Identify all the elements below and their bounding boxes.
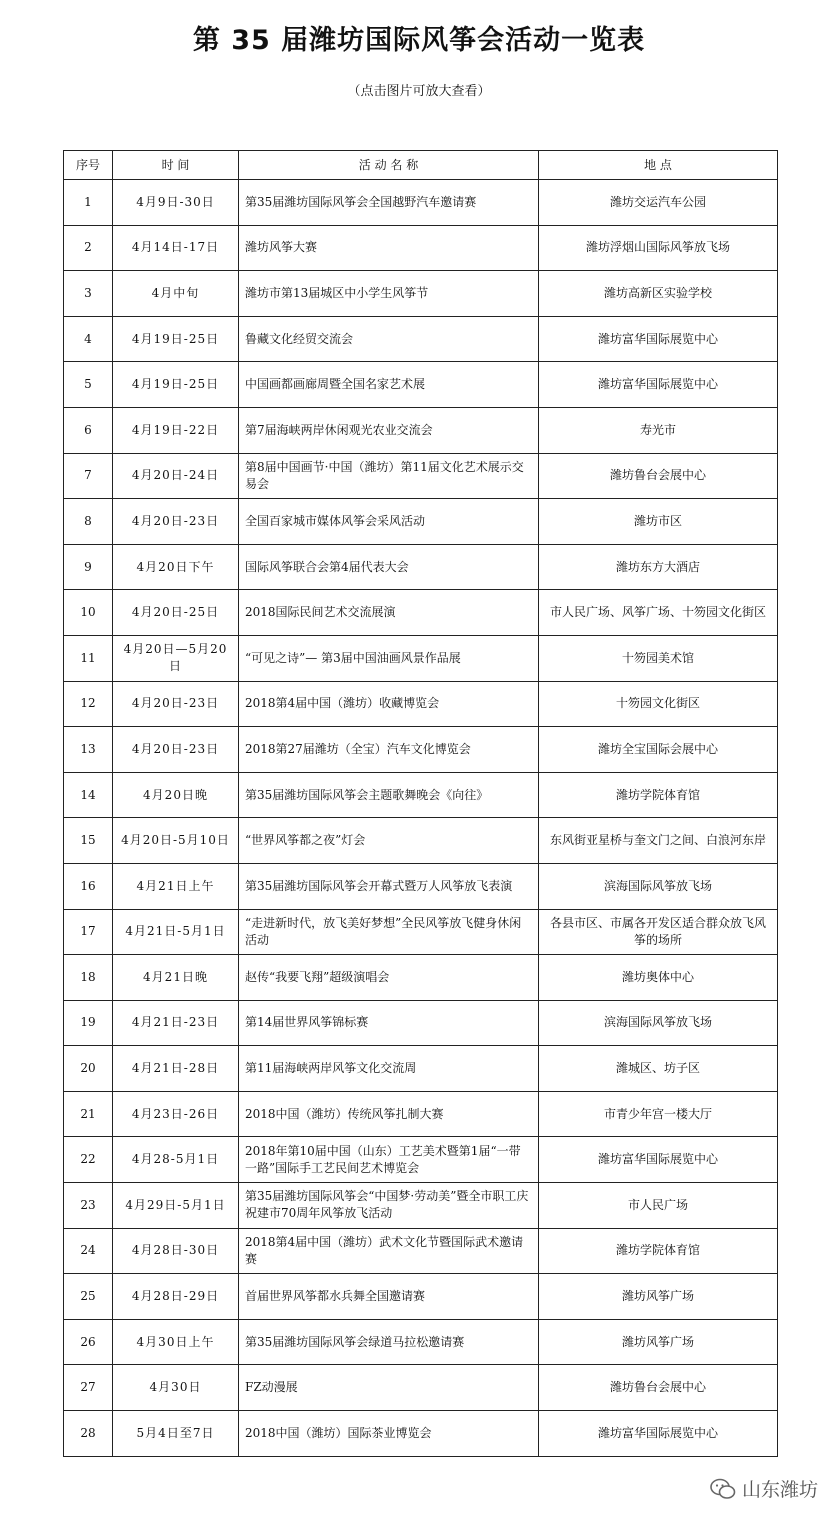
row-number: 17	[64, 909, 113, 955]
row-place: 市青少年宫一楼大厅	[539, 1091, 778, 1137]
row-time: 4月20日-24日	[113, 453, 239, 499]
row-activity: 潍坊风筝大赛	[239, 225, 539, 271]
header-no: 序号	[64, 151, 113, 180]
header-place: 地 点	[539, 151, 778, 180]
row-number: 1	[64, 180, 113, 226]
row-number: 27	[64, 1365, 113, 1411]
row-place: 潍坊富华国际展览中心	[539, 362, 778, 408]
row-time: 4月29日-5月1日	[113, 1183, 239, 1229]
table-row	[64, 316, 778, 362]
row-time: 4月20日—5月20日	[113, 635, 239, 681]
row-activity: 2018年第10届中国（山东）工艺美术暨第1届“一带一路”国际手工艺民间艺术博览会	[239, 1137, 539, 1183]
row-time: 4月19日-25日	[113, 362, 239, 408]
row-time: 4月20日-5月10日	[113, 818, 239, 864]
row-time: 4月19日-22日	[113, 407, 239, 453]
schedule-table	[63, 150, 778, 1457]
row-time: 4月14日-17日	[113, 225, 239, 271]
row-activity: “走进新时代，放飞美好梦想”全民风筝放飞健身休闲活动	[239, 909, 539, 955]
row-activity: 第35届潍坊国际风筝会开幕式暨万人风筝放飞表演	[239, 863, 539, 909]
row-number: 15	[64, 818, 113, 864]
table-row	[64, 1000, 778, 1046]
row-time: 4月30日上午	[113, 1319, 239, 1365]
row-activity: 首届世界风筝都水兵舞全国邀请赛	[239, 1274, 539, 1320]
row-place: 十笏园文化街区	[539, 681, 778, 727]
table-row	[64, 544, 778, 590]
row-place: 潍坊高新区实验学校	[539, 271, 778, 317]
row-place: 十笏园美术馆	[539, 635, 778, 681]
row-place: 潍坊富华国际展览中心	[539, 316, 778, 362]
row-place: 滨海国际风筝放飞场	[539, 863, 778, 909]
row-place: 潍坊富华国际展览中心	[539, 1137, 778, 1183]
row-place: 市人民广场	[539, 1183, 778, 1229]
row-number: 12	[64, 681, 113, 727]
table-row	[64, 818, 778, 864]
table-row	[64, 180, 778, 226]
table-row	[64, 362, 778, 408]
row-number: 11	[64, 635, 113, 681]
row-number: 3	[64, 271, 113, 317]
table-row	[64, 499, 778, 545]
row-activity: 第35届潍坊国际风筝会绿道马拉松邀请赛	[239, 1319, 539, 1365]
row-time: 4月21日上午	[113, 863, 239, 909]
row-place: 潍坊学院体育馆	[539, 1228, 778, 1274]
table-row	[64, 271, 778, 317]
row-activity: 全国百家城市媒体风筝会采风活动	[239, 499, 539, 545]
row-time: 4月中旬	[113, 271, 239, 317]
row-number: 22	[64, 1137, 113, 1183]
wechat-icon	[710, 1478, 736, 1500]
table-row	[64, 681, 778, 727]
row-time: 4月20日下午	[113, 544, 239, 590]
row-time: 4月28日-29日	[113, 1274, 239, 1320]
table-row	[64, 590, 778, 636]
row-place: 潍坊市区	[539, 499, 778, 545]
table-row	[64, 1319, 778, 1365]
watermark	[710, 1475, 818, 1502]
page-subtitle: （点击图片可放大查看）	[347, 84, 491, 99]
row-activity: “可见之诗”— 第3届中国油画风景作品展	[239, 635, 539, 681]
row-number: 18	[64, 955, 113, 1001]
table-row	[64, 1274, 778, 1320]
row-time: 4月21日-5月1日	[113, 909, 239, 955]
row-activity: 2018第27届潍坊（全宝）汽车文化博览会	[239, 727, 539, 773]
row-activity: 鲁藏文化经贸交流会	[239, 316, 539, 362]
row-time: 4月23日-26日	[113, 1091, 239, 1137]
table-row	[64, 1365, 778, 1411]
row-number: 9	[64, 544, 113, 590]
row-place: 潍坊浮烟山国际风筝放飞场	[539, 225, 778, 271]
row-activity: 2018国际民间艺术交流展演	[239, 590, 539, 636]
row-activity: 潍坊市第13届城区中小学生风筝节	[239, 271, 539, 317]
row-time: 4月21日-23日	[113, 1000, 239, 1046]
row-activity: 中国画都画廊周暨全国名家艺术展	[239, 362, 539, 408]
row-time: 4月28-5月1日	[113, 1137, 239, 1183]
row-activity: 第14届世界风筝锦标赛	[239, 1000, 539, 1046]
row-place: 滨海国际风筝放飞场	[539, 1000, 778, 1046]
row-activity: 第35届潍坊国际风筝会主题歌舞晚会《向往》	[239, 772, 539, 818]
table-header-row	[64, 151, 778, 180]
table-row	[64, 909, 778, 955]
row-time: 4月19日-25日	[113, 316, 239, 362]
table-row	[64, 1183, 778, 1229]
row-activity: 第35届潍坊国际风筝会“中国梦·劳动美”暨全市职工庆祝建市70周年风筝放飞活动	[239, 1183, 539, 1229]
row-place: 潍坊学院体育馆	[539, 772, 778, 818]
row-number: 7	[64, 453, 113, 499]
row-activity: 第7届海峡两岸休闲观光农业交流会	[239, 407, 539, 453]
table-row	[64, 1228, 778, 1274]
row-activity: 第11届海峡两岸风筝文化交流周	[239, 1046, 539, 1092]
row-place: 潍坊鲁台会展中心	[539, 453, 778, 499]
row-activity: 第8届中国画节·中国（潍坊）第11届文化艺术展示交易会	[239, 453, 539, 499]
row-time: 4月28日-30日	[113, 1228, 239, 1274]
page-title: 第 35 届潍坊国际风筝会活动一览表	[192, 25, 646, 56]
row-place: 潍坊风筝广场	[539, 1319, 778, 1365]
table-row	[64, 1411, 778, 1457]
row-place: 寿光市	[539, 407, 778, 453]
row-number: 2	[64, 225, 113, 271]
table-row	[64, 1137, 778, 1183]
row-place: 潍坊鲁台会展中心	[539, 1365, 778, 1411]
row-number: 13	[64, 727, 113, 773]
row-number: 19	[64, 1000, 113, 1046]
row-time: 4月20日-23日	[113, 499, 239, 545]
table-row	[64, 407, 778, 453]
row-number: 4	[64, 316, 113, 362]
table-row	[64, 727, 778, 773]
row-place: 各县市区、市属各开发区适合群众放飞风筝的场所	[539, 909, 778, 955]
row-time: 4月21日晚	[113, 955, 239, 1001]
row-activity: 2018中国（潍坊）传统风筝扎制大赛	[239, 1091, 539, 1137]
row-place: 潍坊富华国际展览中心	[539, 1411, 778, 1457]
row-number: 10	[64, 590, 113, 636]
row-place: 潍坊奥体中心	[539, 955, 778, 1001]
table-row	[64, 453, 778, 499]
row-number: 20	[64, 1046, 113, 1092]
row-place: 潍城区、坊子区	[539, 1046, 778, 1092]
row-time: 4月20日-25日	[113, 590, 239, 636]
row-number: 28	[64, 1411, 113, 1457]
row-number: 6	[64, 407, 113, 453]
header-activity: 活 动 名 称	[239, 151, 539, 180]
row-place: 潍坊交运汽车公园	[539, 180, 778, 226]
row-time: 4月30日	[113, 1365, 239, 1411]
row-number: 23	[64, 1183, 113, 1229]
table-row	[64, 1046, 778, 1092]
row-number: 26	[64, 1319, 113, 1365]
row-time: 4月21日-28日	[113, 1046, 239, 1092]
row-activity: 第35届潍坊国际风筝会全国越野汽车邀请赛	[239, 180, 539, 226]
row-number: 8	[64, 499, 113, 545]
table-row	[64, 955, 778, 1001]
row-activity: FZ动漫展	[239, 1365, 539, 1411]
row-activity: “世界风筝都之夜”灯会	[239, 818, 539, 864]
table-row	[64, 1091, 778, 1137]
row-time: 4月9日-30日	[113, 180, 239, 226]
row-number: 25	[64, 1274, 113, 1320]
table-row	[64, 635, 778, 681]
table-row	[64, 772, 778, 818]
header-time: 时 间	[113, 151, 239, 180]
row-place: 潍坊东方大酒店	[539, 544, 778, 590]
row-number: 24	[64, 1228, 113, 1274]
row-activity: 2018第4届中国（潍坊）武术文化节暨国际武术邀请赛	[239, 1228, 539, 1274]
row-number: 5	[64, 362, 113, 408]
row-time: 4月20日-23日	[113, 727, 239, 773]
row-activity: 国际风筝联合会第4届代表大会	[239, 544, 539, 590]
row-time: 4月20日晚	[113, 772, 239, 818]
row-number: 21	[64, 1091, 113, 1137]
table-row	[64, 225, 778, 271]
row-place: 东风街亚星桥与奎文门之间、白浪河东岸	[539, 818, 778, 864]
row-number: 14	[64, 772, 113, 818]
row-activity: 2018中国（潍坊）国际茶业博览会	[239, 1411, 539, 1457]
row-activity: 赵传“我要飞翔”超级演唱会	[239, 955, 539, 1001]
row-place: 市人民广场、风筝广场、十笏园文化街区	[539, 590, 778, 636]
row-activity: 2018第4届中国（潍坊）收藏博览会	[239, 681, 539, 727]
table-row	[64, 863, 778, 909]
row-number: 16	[64, 863, 113, 909]
row-time: 5月4日至7日	[113, 1411, 239, 1457]
watermark-text: 山东潍坊	[741, 1479, 818, 1501]
row-place: 潍坊风筝广场	[539, 1274, 778, 1320]
row-time: 4月20日-23日	[113, 681, 239, 727]
row-place: 潍坊全宝国际会展中心	[539, 727, 778, 773]
